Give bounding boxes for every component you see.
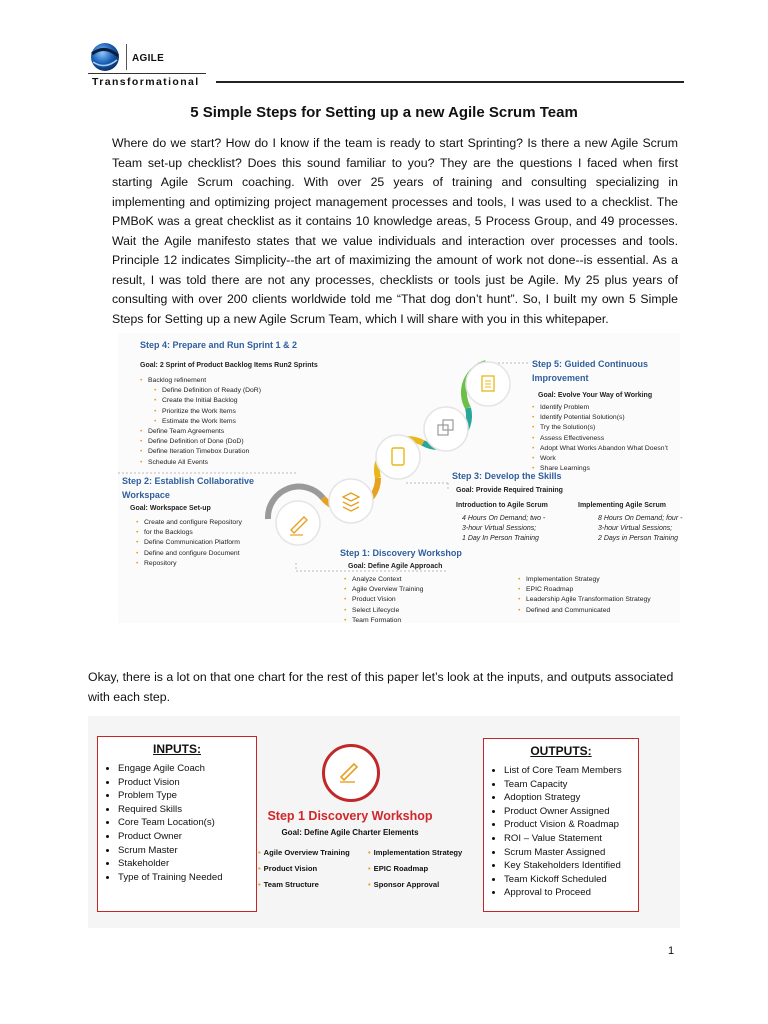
list-item: • Product Vision: [344, 595, 423, 605]
step2-title: Step 2: Establish Collaborative Workspace: [122, 476, 255, 500]
step1-list-right: [518, 575, 651, 616]
list-item: • Schedule All Events: [140, 458, 261, 468]
list-item: • Identify Problem: [532, 403, 668, 413]
logo-underline: [88, 73, 206, 74]
list-item: • ROI – Value Statement: [504, 832, 638, 846]
list-item: • Agile Overview Training: [344, 585, 423, 595]
list-item: [136, 528, 242, 538]
center-item: • Product Vision: [258, 864, 317, 873]
globe-logo-icon: [88, 40, 122, 74]
step3-title: Step 3: Develop the Skills: [452, 471, 562, 481]
center-item: • Sponsor Approval: [368, 880, 439, 889]
list-item: • Estimate the Work Items: [140, 417, 261, 427]
inputs-heading: [98, 742, 256, 756]
list-item: • Stakeholder: [118, 857, 256, 871]
list-item: • Create the Initial Backlog: [140, 396, 261, 406]
list-item: • Team Kickoff Scheduled: [504, 873, 638, 887]
list-item: • Define Definition of Ready (DoR): [140, 386, 261, 396]
list-item-continuation: Defined and Communicated: [526, 606, 611, 614]
five-steps-infographic: [118, 333, 683, 624]
list-item: • Team Formation: [344, 616, 423, 626]
list-item: • Select Lifecycle: [344, 606, 423, 616]
list-item: • Share Learnings: [532, 464, 668, 474]
list-item: • Product Vision: [118, 776, 256, 790]
logo-divider: [126, 44, 127, 70]
list-item: • Product Vision & Roadmap: [504, 818, 638, 832]
step1-list-left: [344, 575, 423, 626]
list-item: • Define Communication Platform: [136, 538, 242, 548]
list-item-continuation: for the Backlogs: [144, 529, 193, 537]
list-item: • Assess Effectiveness: [532, 434, 668, 444]
step3-circle: [376, 435, 420, 479]
center-step-title: Step 1 Discovery Workshop: [267, 809, 433, 823]
document-title: 5 Simple Steps for Setting up a new Agile Scrum Team: [190, 104, 578, 121]
step3-course1-title: Introduction to Agile Scrum: [456, 502, 548, 509]
list-item: • Problem Type: [118, 789, 256, 803]
step5-list: [532, 403, 668, 474]
inputs-outputs-infographic: [88, 716, 680, 928]
center-item: • Implementation Strategy: [368, 848, 462, 857]
list-item: • Key Stakeholders Identified: [504, 859, 638, 873]
outputs-heading: [484, 744, 638, 758]
step3-course2-line: 2 Days in Person Training: [598, 535, 679, 542]
logo-text-transformational: Transformational: [92, 76, 200, 88]
list-item: • Engage Agile Coach: [118, 762, 256, 776]
step1-goal: Goal: Define Agile Approach: [348, 563, 443, 570]
step5-goal: Goal: Evolve Your Way of Working: [538, 392, 653, 399]
step4-circle: [424, 407, 468, 451]
center-item: • EPIC Roadmap: [368, 864, 428, 873]
list-item: • Product Owner Assigned: [504, 805, 638, 819]
center-item: • Agile Overview Training: [258, 848, 350, 857]
list-item: • Work: [532, 454, 668, 464]
list-item: • Type of Training Needed: [118, 871, 256, 885]
outputs-list: [484, 764, 638, 900]
step2-goal: Goal: Workspace Set-up: [130, 505, 211, 512]
page-number: 1: [668, 945, 675, 957]
list-item: • Define Team Agreements: [140, 427, 261, 437]
outputs-heading-text: OUTPUTS: [530, 744, 588, 758]
logo-text-agile: AGILE: [132, 53, 165, 64]
step3-course2-line: 3-hour Virtual Sessions;: [598, 525, 673, 532]
list-item: • Try the Solution(s): [532, 423, 668, 433]
list-item: • Leadership Agile Transformation Strategy: [518, 595, 651, 605]
center-step-goal: Goal: Define Agile Charter Elements: [281, 828, 419, 837]
list-item: [518, 606, 651, 616]
step1-title: Step 1: Discovery Workshop: [340, 548, 462, 558]
list-item: • Approval to Proceed: [504, 886, 638, 900]
list-item: • Product Owner: [118, 830, 256, 844]
step3-course1-line: 4 Hours On Demand; two -: [462, 515, 546, 522]
list-item: • Team Capacity: [504, 778, 638, 792]
inputs-list: [98, 762, 256, 884]
list-item: • Identify Potential Solution(s): [532, 413, 668, 423]
step5-title: Step 5: Guided Continuous Improvement: [532, 359, 648, 383]
list-item: • Define Iteration Timebox Duration: [140, 447, 261, 457]
list-item: • Adopt What Works Abandon What Doesn’t: [532, 444, 668, 454]
step3-course1-line: 3-hour Virtual Sessions;: [462, 525, 537, 532]
list-item: • Core Team Location(s): [118, 816, 256, 830]
list-item: • Define and configure Document: [136, 549, 242, 559]
list-item: • Repository: [136, 559, 242, 569]
transition-paragraph: Okay, there is a lot on that one chart for the rest of this paper let’s look at the inputs, and outputs associated with each step.: [88, 670, 674, 704]
list-item: • Backlog refinement: [140, 376, 261, 386]
step4-title: Step 4: Prepare and Run Sprint 1 & 2: [140, 340, 298, 350]
step2-list: [136, 518, 242, 569]
inputs-heading-colon: :: [197, 742, 201, 756]
list-item: • Required Skills: [118, 803, 256, 817]
inputs-box: [97, 736, 257, 912]
header-rule: [216, 81, 684, 83]
step4-goal: Goal: 2 Sprint of Product Backlog Items Run2 Sprints: [140, 362, 318, 369]
list-item: • Analyze Context: [344, 575, 423, 585]
step3-course1-line: 1 Day In Person Training: [462, 535, 539, 542]
list-item: • Scrum Master Assigned: [504, 846, 638, 860]
list-item: • List of Core Team Members: [504, 764, 638, 778]
step3-course2-line: 8 Hours On Demand; four -: [598, 515, 683, 522]
list-item: • Prioritize the Work Items: [140, 407, 261, 417]
step3-course2-title: Implementing Agile Scrum: [578, 502, 667, 509]
list-item: • Create and configure Repository: [136, 518, 242, 528]
list-item: • EPIC Roadmap: [518, 585, 651, 595]
list-item: • Define Definition of Done (DoD): [140, 437, 261, 447]
step3-goal: Goal: Provide Required Training: [456, 487, 563, 494]
inputs-heading-text: INPUTS: [152, 742, 197, 756]
company-logo: [88, 40, 218, 90]
list-item: • Adoption Strategy: [504, 791, 638, 805]
step1-icon-circle: [322, 744, 380, 802]
center-item: • Team Structure: [258, 880, 319, 889]
pencil-icon: [325, 747, 371, 793]
step4-list: [140, 376, 261, 468]
list-item: • Scrum Master: [118, 844, 256, 858]
outputs-box: [483, 738, 639, 912]
intro-paragraph: Where do we start? How do I know if the team is ready to start Sprinting? Is there a new Agile Scrum Team set-up checklist? Does this sound familiar to you? They are the questions I faced when first starting Agile Scrum coaching. With over 25 years of training and consulting specializing in implementing and optimizing project management processes and tools, I was used to a checklist. The PMBoK was a great checklist as it contains 10 knowledge areas, 5 Process Group, and 49 processes. Wait the Agile manifesto states that we value individuals and interaction over processes and tools. Principle 12 indicates Simplicity--the art of maximizing the amount of work not done--is essential. As a result, I was told there are not any processes, checklists or tools just be Agile. My 25 plus years of consulting with over 200 clients worldwide told me “That dog don’t hunt”. So, I built my own 5 Simple Steps for Setting up a new Agile Scrum Team, which I will share with you in this whitepaper.: [112, 136, 678, 326]
outputs-heading-colon: :: [587, 744, 592, 758]
list-item: • Implementation Strategy: [518, 575, 651, 585]
